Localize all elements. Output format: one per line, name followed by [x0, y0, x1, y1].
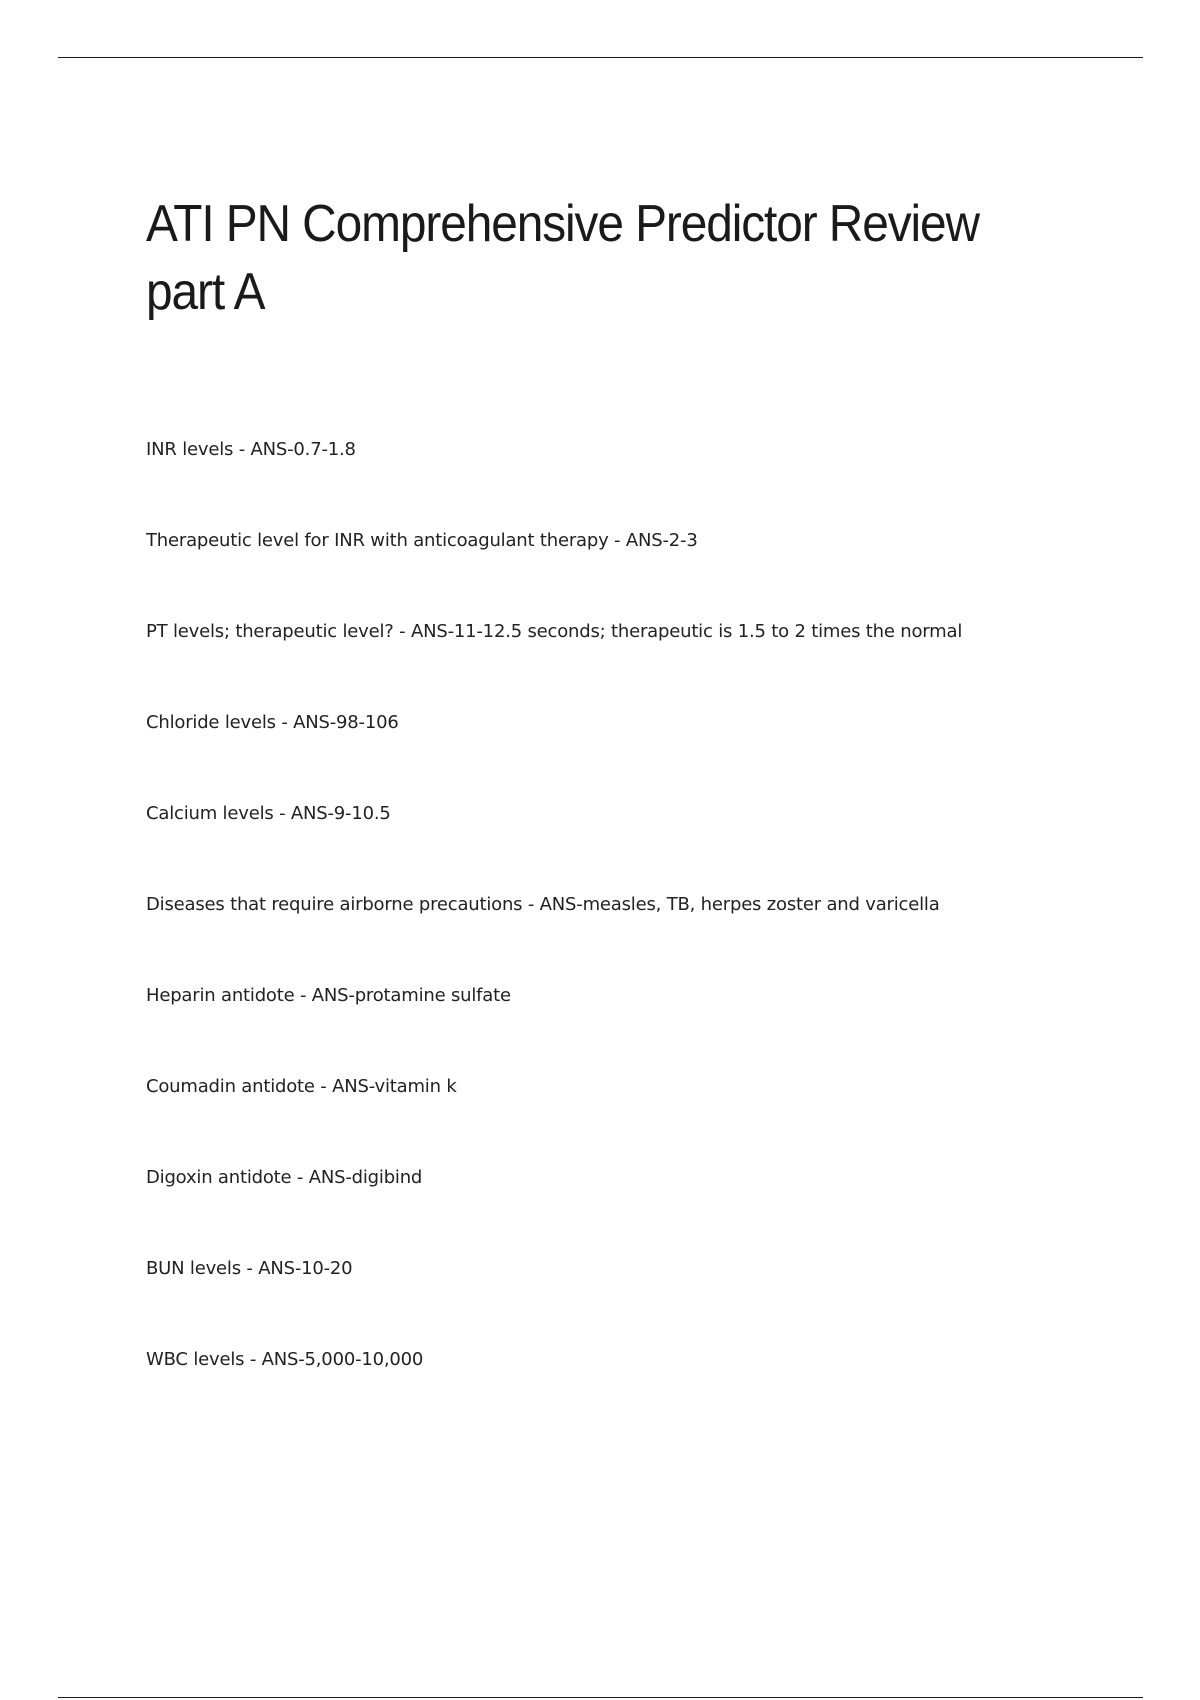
qa-item: Diseases that require airborne precautions - ANS-measles, TB, herpes zoster and varicella	[146, 894, 940, 915]
top-divider	[58, 57, 1143, 58]
qa-item: Heparin antidote - ANS-protamine sulfate	[146, 985, 511, 1006]
qa-item: Calcium levels - ANS-9-10.5	[146, 803, 391, 824]
qa-item: Digoxin antidote - ANS-digibind	[146, 1167, 423, 1188]
qa-item: BUN levels - ANS-10-20	[146, 1258, 353, 1279]
qa-item: Chloride levels - ANS-98-106	[146, 712, 399, 733]
qa-item: Coumadin antidote - ANS-vitamin k	[146, 1076, 457, 1097]
qa-item: WBC levels - ANS-5,000-10,000	[146, 1349, 424, 1370]
document-title: ATI PN Comprehensive Predictor Review part A	[146, 195, 979, 321]
qa-list	[146, 437, 1146, 1438]
qa-item: Therapeutic level for INR with anticoagulant therapy - ANS-2-3	[146, 530, 698, 551]
qa-item: INR levels - ANS-0.7-1.8	[146, 439, 356, 460]
qa-item: PT levels; therapeutic level? - ANS-11-12.5 seconds; therapeutic is 1.5 to 2 times the normal	[146, 621, 963, 642]
bottom-divider	[58, 1697, 1143, 1698]
